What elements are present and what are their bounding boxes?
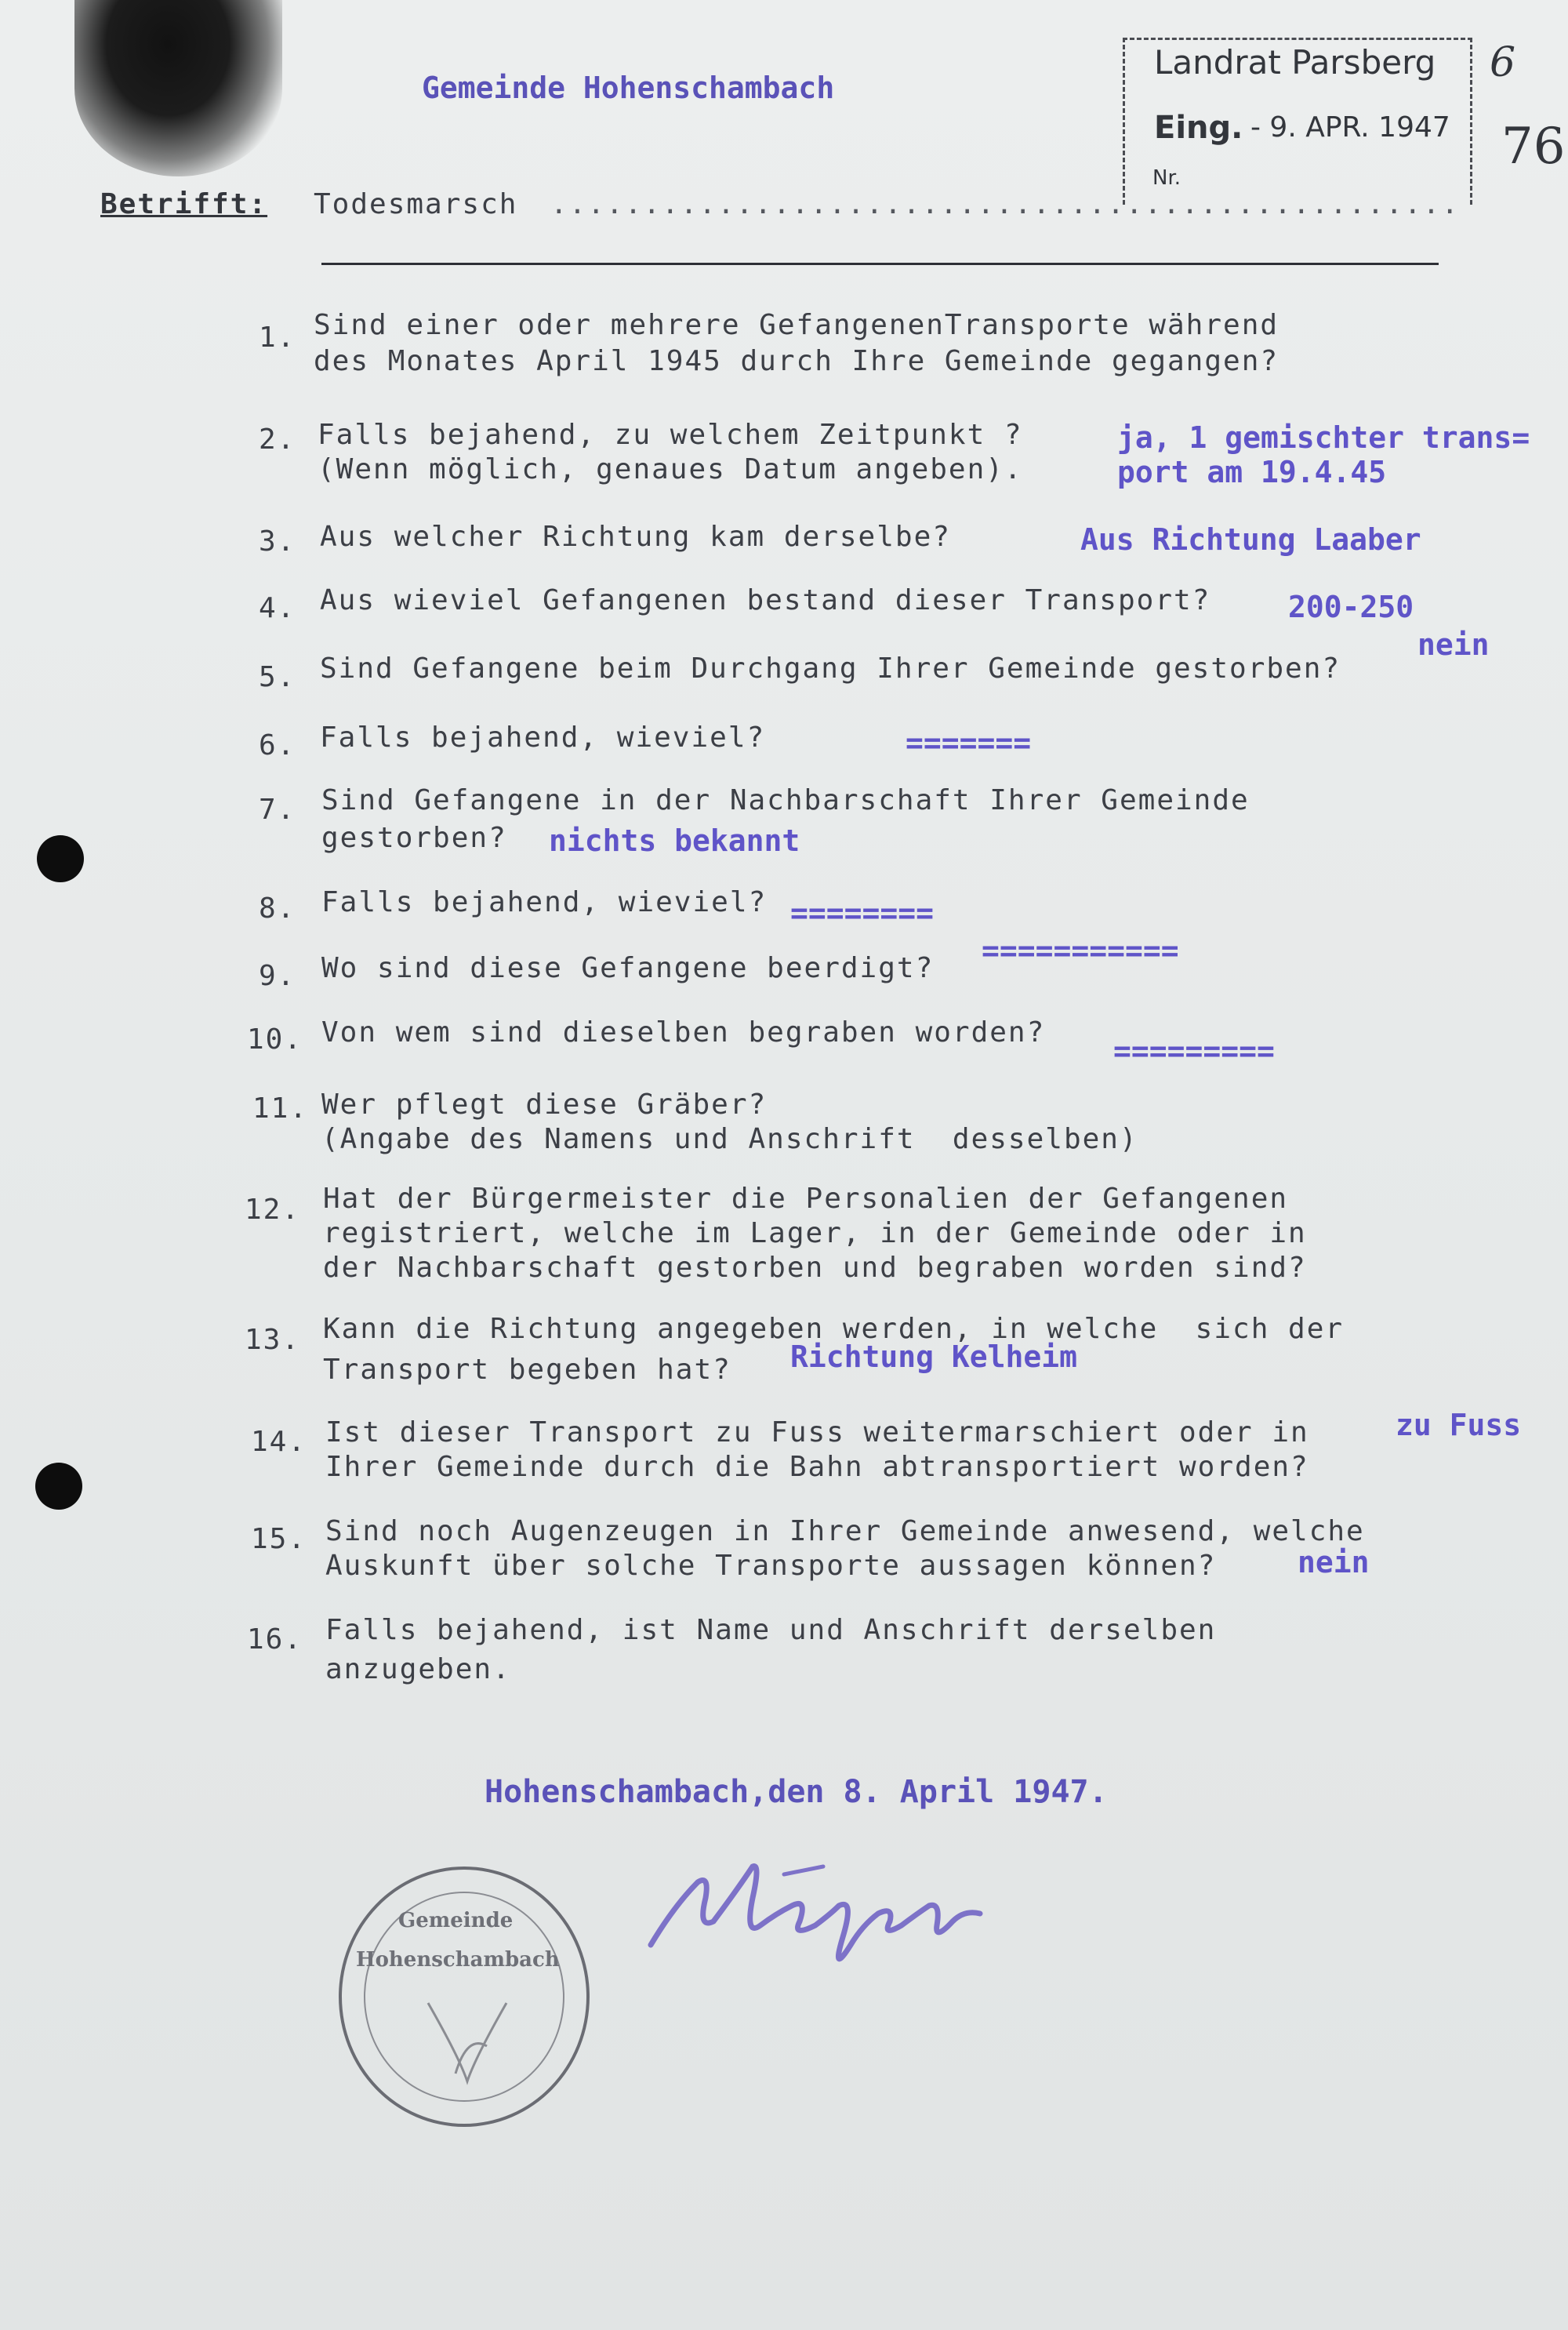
question-line: der Nachbarschaft gestorben und begraben worden sind?	[323, 1252, 1307, 1284]
answer-dashes: ===========	[982, 933, 1179, 968]
stamp-received-date: - 9. APR. 1947	[1250, 111, 1450, 144]
stamp-number-annotation: 6	[1490, 39, 1516, 86]
question-line: Sind noch Augenzeugen in Ihrer Gemeinde anwesend, welche	[325, 1515, 1365, 1547]
corner-stain	[74, 0, 282, 176]
question-number: 4.	[259, 592, 296, 624]
answer-text: port am 19.4.45	[1117, 455, 1387, 489]
answer-text: Aus Richtung Laaber	[1080, 522, 1421, 557]
seal-text-top: Gemeinde	[398, 1909, 514, 1932]
question-line: registriert, welche im Lager, in der Gemeinde oder in	[323, 1217, 1307, 1249]
answer-text: zu Fuss	[1396, 1408, 1522, 1442]
question-line: Hat der Bürgermeister die Personalien der Gefangenen	[323, 1183, 1289, 1215]
question-line: Kann die Richtung angegeben werden, in welche sich der	[323, 1313, 1345, 1345]
question-line: Falls bejahend, ist Name und Anschrift derselben	[325, 1614, 1217, 1646]
question-number: 5.	[259, 661, 296, 693]
question-line: Ist dieser Transport zu Fuss weitermarschiert oder in	[325, 1416, 1309, 1449]
punch-hole-top	[37, 835, 84, 882]
question-line: Falls bejahend, zu welchem Zeitpunkt ?	[318, 419, 1023, 451]
question-line: Auskunft über solche Transporte aussagen können?	[325, 1550, 1217, 1582]
answer-text: nein	[1417, 627, 1490, 662]
question-number: 2.	[259, 423, 296, 456]
question-line: Aus welcher Richtung kam derselbe?	[320, 521, 951, 553]
question-line: Aus wieviel Gefangenen bestand dieser Transport?	[320, 584, 1211, 616]
answer-text: ja, 1 gemischter trans=	[1117, 420, 1530, 455]
question-number: 16.	[247, 1623, 303, 1656]
signature	[643, 1851, 1011, 1976]
question-number: 6.	[259, 729, 296, 762]
question-line: Falls bejahend, wieviel?	[321, 886, 768, 918]
question-line: (Wenn möglich, genaues Datum angeben).	[318, 453, 1023, 485]
question-line: Falls bejahend, wieviel?	[320, 722, 766, 754]
question-number: 14.	[251, 1426, 307, 1458]
question-line: Wo sind diese Gefangene beerdigt?	[321, 952, 935, 984]
dotted-leader: .................................................	[550, 188, 1461, 220]
question-line: Sind Gefangene in der Nachbarschaft Ihrer Gemeinde	[321, 784, 1250, 816]
question-line: anzugeben.	[325, 1653, 511, 1685]
answer-text: 200-250	[1288, 590, 1414, 624]
question-number: 13.	[245, 1324, 301, 1356]
answer-text: nichts bekannt	[549, 823, 800, 858]
stamp-number-label: Nr.	[1152, 166, 1181, 190]
answer-dashes: =========	[1113, 1034, 1275, 1068]
seal-eagle-icon	[412, 1987, 522, 2089]
question-line: (Angabe des Namens und Anschrift desselben)	[321, 1123, 1138, 1155]
stamp-received-label: Eing.	[1154, 110, 1243, 146]
question-number: 9.	[259, 960, 296, 992]
answer-dashes: =======	[906, 725, 1032, 760]
question-number: 11.	[252, 1092, 309, 1125]
question-line: Transport begeben hat?	[323, 1354, 731, 1386]
question-line: des Monates April 1945 durch Ihre Gemeinde gegangen?	[314, 345, 1279, 377]
question-number: 1.	[259, 322, 296, 354]
question-number: 8.	[259, 892, 296, 925]
page-number: 76	[1501, 118, 1566, 176]
place-date: Hohenschambach,den 8. April 1947.	[485, 1774, 1108, 1810]
question-line: Wer pflegt diese Gräber?	[321, 1089, 768, 1121]
municipal-seal	[339, 1867, 590, 2127]
seal-text-bottom: Hohenschambach	[356, 1948, 560, 1972]
subject-text: Todesmarsch	[314, 188, 518, 220]
question-number: 7.	[259, 794, 296, 826]
answer-text: Richtung Kelheim	[790, 1339, 1078, 1374]
answer-text: nein	[1298, 1545, 1370, 1579]
header-rule	[321, 263, 1439, 265]
question-line: Sind Gefangene beim Durchgang Ihrer Gemeinde gestorben?	[320, 652, 1341, 685]
question-number: 15.	[251, 1523, 307, 1555]
answer-dashes: ========	[790, 896, 935, 930]
question-number: 10.	[247, 1023, 303, 1056]
municipality-header: Gemeinde Hohenschambach	[422, 71, 835, 105]
stamp-office: Landrat Parsberg	[1154, 43, 1436, 82]
question-line: gestorben?	[321, 822, 507, 854]
punch-hole-bottom	[35, 1463, 82, 1510]
question-line: Ihrer Gemeinde durch die Bahn abtransportiert worden?	[325, 1451, 1309, 1483]
question-number: 12.	[245, 1194, 301, 1226]
subject-label: Betrifft:	[100, 188, 268, 220]
question-number: 3.	[259, 525, 296, 558]
question-line: Von wem sind dieselben begraben worden?	[321, 1016, 1046, 1049]
question-line: Sind einer oder mehrere GefangenenTransporte während	[314, 309, 1279, 341]
